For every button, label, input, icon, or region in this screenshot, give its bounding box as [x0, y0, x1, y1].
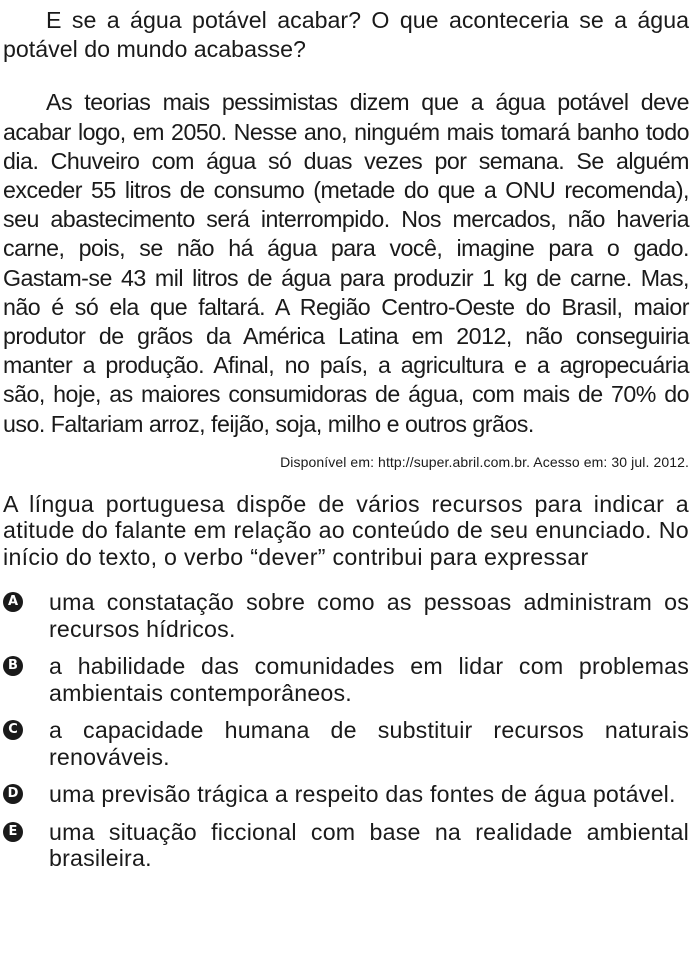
option-text: a habilidade das comunidades em lidar com problemas ambientais contemporâneos.: [49, 653, 689, 706]
option-letter-badge: D: [3, 784, 23, 804]
option-a[interactable]: [3, 589, 689, 642]
option-text: uma previsão trágica a respeito das fontes de água potável.: [49, 781, 676, 808]
source-citation: Disponível em: http://super.abril.com.br. Acesso em: 30 jul. 2012.: [280, 453, 689, 470]
option-b[interactable]: [3, 653, 689, 706]
question-prompt: A língua portuguesa dispõe de vários recursos para indicar a atitude do falante em relação ao conteúdo de seu enunciado. No início do texto, o verbo “dever” contribui para expressar: [3, 490, 689, 570]
option-letter-badge: B: [3, 656, 23, 676]
option-text: uma situação ficcional com base na realidade ambiental brasileira.: [49, 818, 689, 872]
option-letter-badge: A: [3, 592, 23, 612]
option-e[interactable]: [3, 819, 689, 872]
option-c[interactable]: [3, 717, 689, 770]
text-paragraph-2: As teorias mais pessimistas dizem que a água potável deve acabar logo, em 2050. Nesse ano, ninguém mais tomará banho todo dia. Chuveiro com água só duas vezes por semana. Se alguém exceder 55 litros de consumo (metade do que a ONU recomenda), seu abastecimento será interrompido. Nos mercados, não haveria carne, pois, se não há água para você, imagine para o gado. Gastam-se 43 mil litros de água para produzir 1 kg de carne. Mas, não é só ela que faltará. A Região Centro-Oeste do Brasil, maior produtor de grãos da América Latina em 2012, não conseguiria manter a produção. Afinal, no país, a agricultura e a agropecuária são, hoje, as maiores consumidoras de água, com mais de 70% do uso. Faltariam arroz, feijão, soja, milho e outros grãos.: [3, 89, 689, 437]
option-text: uma constatação sobre como as pessoas administram os recursos hídricos.: [49, 589, 689, 642]
option-letter-badge: E: [3, 822, 23, 842]
exam-question: [3, 6, 689, 872]
text-paragraph-1: E se a água potável acabar? O que aconteceria se a água potável do mundo acabasse?: [3, 7, 689, 63]
option-letter-badge: C: [3, 720, 23, 740]
option-d[interactable]: [3, 781, 689, 808]
answer-options: [3, 589, 689, 872]
option-text: a capacidade humana de substituir recursos naturais renováveis.: [49, 717, 689, 770]
